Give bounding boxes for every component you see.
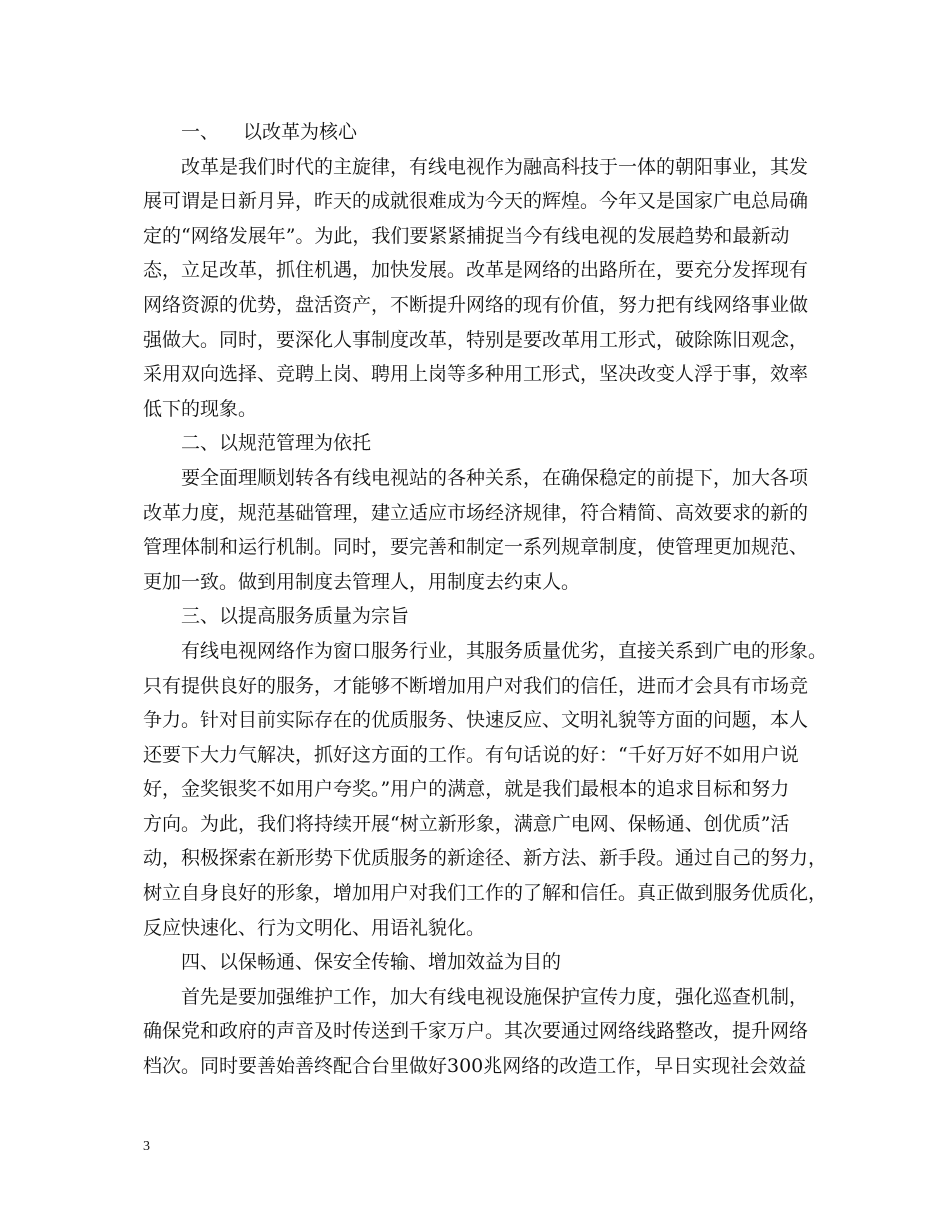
paragraph-line: 反应快速化、行为文明化、用语礼貌化。 (143, 916, 486, 939)
paragraph-line: 要全面理顺划转各有线电视站的各种关系，在确保稳定的前提下，加大各项 (181, 466, 809, 489)
paragraph-line: 管理体制和运行机制。同时，要完善和制定一系列规章制度，使管理更加规范、 (143, 536, 809, 559)
paragraph-line: 确保党和政府的声音及时传送到千家万户。其次要通过网络线路整改，提升网络 (143, 1020, 809, 1043)
paragraph-line: 定的“网络发展年”。为此，我们要紧紧捕捉当今有线电视的发展趋势和最新动 (143, 224, 790, 247)
page-number: 3 (143, 1139, 150, 1154)
section-heading-3: 三、以提高服务质量为宗旨 (181, 605, 410, 628)
paragraph-line: 动，积极探索在新形势下优质服务的新途径、新方法、新手段。通过自己的努力， (143, 847, 828, 870)
paragraph-line: 档次。同时要善始善终配合台里做好300兆网络的改造工作，早日实现社会效益 (143, 1055, 807, 1078)
paragraph-line: 有线电视网络作为窗口服务行业，其服务质量优劣，直接关系到广电的形象。 (181, 639, 828, 662)
paragraph-line: 争力。针对目前实际存在的优质服务、快速反应、文明礼貌等方面的问题，本人 (143, 709, 809, 732)
section-heading-2: 二、以规范管理为依托 (181, 432, 372, 455)
paragraph-line: 态，立足改革，抓住机遇，加快发展。改革是网络的出路所在，要充分发挥现有 (143, 259, 809, 282)
paragraph-4 (143, 980, 833, 1084)
paragraph-line: 还要下大力气解决，抓好这方面的工作。有句话说的好：“千好万好不如用户说 (143, 743, 799, 766)
paragraph-line: 改革是我们时代的主旋律，有线电视作为融高科技于一体的朝阳事业，其发 (181, 155, 809, 178)
paragraph-line: 网络资源的优势，盘活资产，不断提升网络的现有价值，努力把有线网络事业做 (143, 293, 809, 316)
section-heading-1-number: 一、 (181, 121, 220, 143)
paragraph-line: 采用双向选择、竞聘上岗、聘用上岗等多种用工形式，坚决改变人浮于事，效率 (143, 363, 809, 386)
paragraph-line: 只有提供良好的服务，才能够不断增加用户对我们的信任，进而才会具有市场竞 (143, 674, 809, 697)
paragraph-3 (143, 634, 833, 945)
paragraph-1 (143, 150, 833, 427)
paragraph-2 (143, 461, 833, 599)
paragraph-line: 方向。为此，我们将持续开展“树立新形象，满意广电网、保畅通、创优质”活 (143, 812, 790, 835)
paragraph-line: 树立自身良好的形象，增加用户对我们工作的了解和信任。真正做到服务优质化， (143, 882, 828, 905)
section-heading-4: 四、以保畅通、保安全传输、增加效益为目的 (181, 951, 562, 974)
section-heading-1 (143, 115, 833, 150)
paragraph-line: 展可谓是日新月异，昨天的成就很难成为今天的辉煌。今年又是国家广电总局确 (143, 190, 809, 213)
paragraph-line: 更加一致。做到用制度去管理人，用制度去约束人。 (143, 570, 581, 593)
section-heading-1-title: 以改革为核心 (243, 121, 358, 143)
paragraph-line: 低下的现象。 (143, 397, 258, 420)
paragraph-line: 改革力度，规范基础管理，建立适应市场经济规律，符合精简、高效要求的新的 (143, 501, 809, 524)
document-body (143, 115, 833, 1084)
paragraph-line: 好，金奖银奖不如用户夸奖。”用户的满意，就是我们最根本的追求目标和努力 (143, 778, 790, 801)
paragraph-line: 强做大。同时，要深化人事制度改革，特别是要改革用工形式，破除陈旧观念， (143, 328, 809, 351)
paragraph-line: 首先是要加强维护工作，加大有线电视设施保护宣传力度，强化巡查机制， (181, 985, 809, 1008)
